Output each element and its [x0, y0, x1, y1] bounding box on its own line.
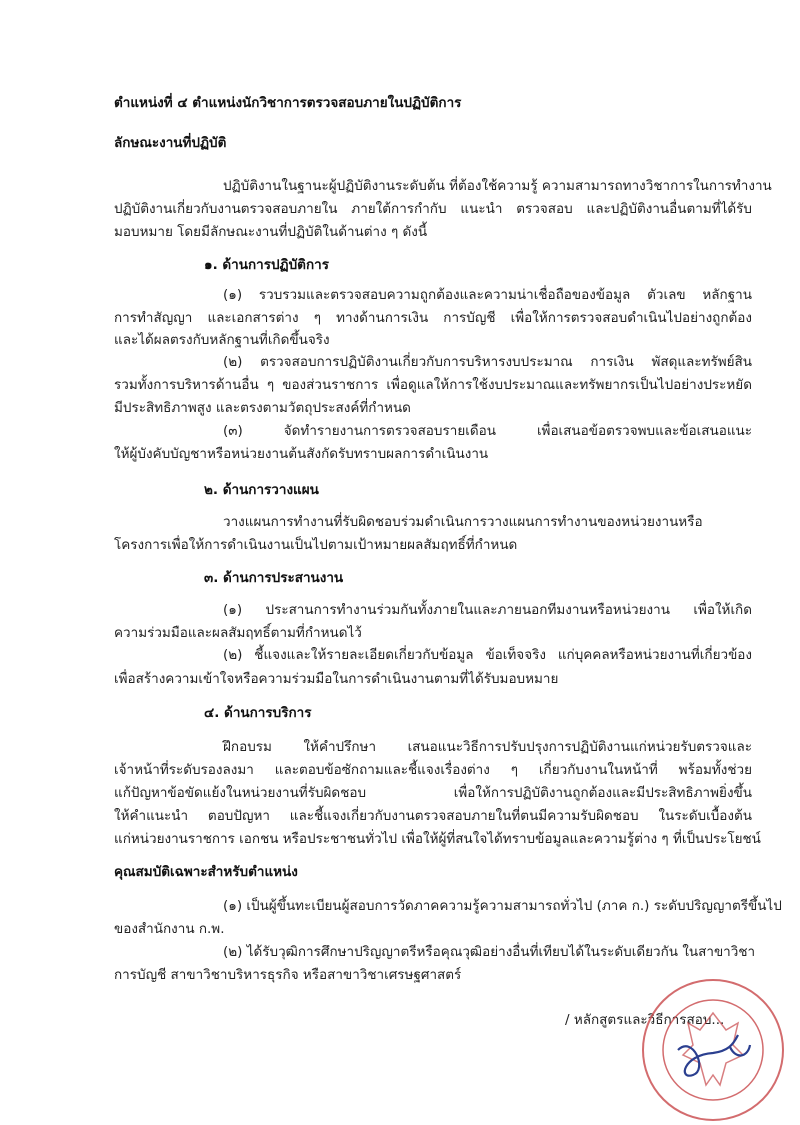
s4-line: ให้คำแนะนำ ตอบปัญหา และชี้แจงเกี่ยวกับงานตรวจสอบภายในที่ตนมีความรับผิดชอบ ในระดับเบื้องต้น [114, 808, 752, 824]
seal-outer-ring [643, 980, 783, 1120]
qual-item-line: (๑) เป็นผู้ขึ้นทะเบียนผู้สอบการวัดภาคความรู้ความสามารถทั่วไป (ภาค ก.) ระดับปริญญาตรีขึ้นไป [223, 898, 782, 914]
s3-item-line: ความร่วมมือและผลสัมฤทธิ์ตามที่กำหนดไว้ [114, 625, 362, 641]
section-4-heading: ๔. ด้านการบริการ [204, 705, 312, 721]
s1-item-line: มีประสิทธิภาพสูง และตรงตามวัตถุประสงค์ที่กำหนด [114, 400, 411, 416]
s4-line: แก่หน่วยงานราชการ เอกชน หรือประชาชนทั่วไป เพื่อให้ผู้ที่สนใจได้ทราบข้อมูลและความรู้ต่าง ๆ ที่เป็นประโยชน์ [114, 831, 761, 847]
section-3-heading: ๓. ด้านการประสานงาน [204, 570, 344, 586]
intro-line: ปฏิบัติงานในฐานะผู้ปฏิบัติงานระดับต้น ที่ต้องใช้ความรู้ ความสามารถทางวิชาการในการทำงาน [223, 178, 772, 194]
s3-item-line: เพื่อสร้างความเข้าใจหรือความร่วมมือในการดำเนินงานตามที่ได้รับมอบหมาย [114, 671, 559, 687]
official-seal-stamp [638, 975, 788, 1125]
intro-line: มอบหมาย โดยมีลักษณะงานที่ปฏิบัติในด้านต่าง ๆ ดังนี้ [114, 224, 428, 240]
continuation-note: / หลักสูตรและวิธีการสอบ... [565, 1012, 725, 1028]
s3-item-line: (๒) ชี้แจงและให้รายละเอียดเกี่ยวกับข้อมูล ข้อเท็จจริง แก่บุคคลหรือหน่วยงานที่เกี่ยวข้อง [223, 647, 752, 663]
s1-item-line: และได้ผลตรงกับหลักฐานที่เกิดขึ้นจริง [114, 332, 330, 348]
s1-item-line: (๒) ตรวจสอบการปฏิบัติงานเกี่ยวกับการบริหารงบประมาณ การเงิน พัสดุและทรัพย์สิน [223, 354, 752, 370]
section-2-heading: ๒. ด้านการวางแผน [204, 482, 319, 498]
job-heading: ลักษณะงานที่ปฏิบัติ [114, 135, 227, 151]
s4-line: เจ้าหน้าที่ระดับรองลงมา และตอบข้อซักถามและชี้แจงเรื่องต่าง ๆ เกี่ยวกับงานในหน้าที่ พร้อมทั้งช่วย [114, 762, 752, 778]
s4-line: แก้ปัญหาข้อขัดแย้งในหน่วยงานที่รับผิดชอบ เพื่อให้การปฏิบัติงานถูกต้องและมีประสิทธิภาพยิ่งขึ้น [114, 785, 752, 801]
qual-item-line: การบัญชี สาขาวิชาบริหารธุรกิจ หรือสาขาวิชาเศรษฐศาสตร์ [114, 967, 462, 983]
qual-item-line: (๒) ได้รับวุฒิการศึกษาปริญญาตรีหรือคุณวุฒิอย่างอื่นที่เทียบได้ในระดับเดียวกัน ในสาขาวิชา [223, 944, 756, 960]
intro-line: ปฏิบัติงานเกี่ยวกับงานตรวจสอบภายใน ภายใต้การกำกับ แนะนำ ตรวจสอบ และปฏิบัติงานอื่นตามที่ได้รับ [114, 201, 752, 217]
qualification-heading: คุณสมบัติเฉพาะสำหรับตำแหน่ง [114, 864, 298, 880]
section-1-heading: ๑. ด้านการปฏิบัติการ [204, 257, 329, 273]
s1-item-line: การทำสัญญา และเอกสารต่าง ๆ ทางด้านการเงิน การบัญชี เพื่อให้การตรวจสอบดำเนินไปอย่างถูกต้อง [114, 310, 752, 326]
position-title: ตำแหน่งที่ ๔ ตำแหน่งนักวิชาการตรวจสอบภายในปฏิบัติการ [114, 95, 462, 111]
s4-line: ฝึกอบรม ให้คำปรึกษา เสนอแนะวิธีการปรับปรุงการปฏิบัติงานแก่หน่วยรับตรวจและ [223, 739, 752, 755]
s2-line: โครงการเพื่อให้การดำเนินงานเป็นไปตามเป้าหมายผลสัมฤทธิ์ที่กำหนด [114, 537, 518, 553]
s1-item-line: ให้ผู้บังคับบัญชาหรือหน่วยงานต้นสังกัดรับทราบผลการดำเนินงาน [114, 446, 489, 462]
qual-item-line: ของสำนักงาน ก.พ. [114, 921, 225, 937]
s2-line: วางแผนการทำงานที่รับผิดชอบร่วมดำเนินการวางแผนการทำงานของหน่วยงานหรือ [223, 514, 703, 530]
s1-item-line: รวมทั้งการบริหารด้านอื่น ๆ ของส่วนราชการ เพื่อดูแลให้การใช้งบประมาณและทรัพยากรเป็นไปอย่างประหยัด [114, 377, 752, 393]
s1-item-line: (๑) รวบรวมและตรวจสอบความถูกต้องและความน่าเชื่อถือของข้อมูล ตัวเลข หลักฐาน [223, 287, 752, 303]
signature [678, 1035, 750, 1076]
s3-item-line: (๑) ประสานการทำงานร่วมกันทั้งภายในและภายนอกทีมงานหรือหน่วยงาน เพื่อให้เกิด [223, 602, 752, 618]
s1-item-line: (๓) จัดทำรายงานการตรวจสอบรายเดือน เพื่อเสนอข้อตรวจพบและข้อเสนอแนะ [223, 423, 752, 439]
